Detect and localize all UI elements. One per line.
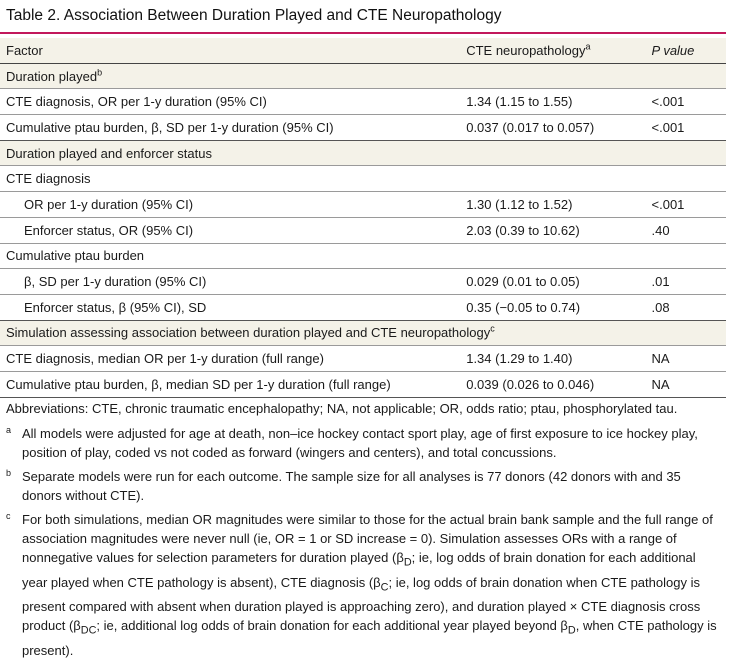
row-p [646, 140, 726, 166]
header-factor: Factor [0, 38, 460, 63]
row-p [646, 166, 726, 192]
footnote-c-mark: c [6, 511, 11, 521]
footnote-c-sub: C [380, 581, 389, 594]
table-row [0, 115, 726, 141]
row-cte: 0.35 (−0.05 to 0.74) [460, 294, 645, 320]
footnote-c-part: ; ie, additional log odds of brain donation for each additional year played beyond β [96, 618, 568, 634]
footnote-c-part: ; ie, log odds of brain donation when CTE pathology is present compared with absent when duration played is approaching zero), and duration played × CTE diagnosis cross product (β [22, 574, 701, 634]
row-factor: Cumulative ptau burden, β, median SD per 1-y duration (full range) [0, 371, 460, 397]
row-factor: Cumulative ptau burden [0, 243, 460, 269]
row-factor: Cumulative ptau burden, β, SD per 1-y duration (95% CI) [0, 115, 460, 141]
header-cte-label: CTE neuropathology [466, 42, 586, 58]
footnote-b [6, 467, 724, 505]
table-row [0, 192, 726, 218]
row-factor: OR per 1-y duration (95% CI) [0, 192, 460, 218]
footnote-c-sub: D [567, 624, 576, 637]
table-row [0, 217, 726, 243]
table-title: Table 2. Association Between Duration Played and CTE Neuropathology [6, 7, 502, 24]
row-factor: CTE diagnosis [0, 166, 460, 192]
row-p: <.001 [646, 192, 726, 218]
row-factor: Enforcer status, β (95% CI), SD [0, 294, 460, 320]
row-p: <.001 [646, 89, 726, 115]
row-p: .01 [646, 269, 726, 295]
table-row [0, 140, 726, 166]
row-cte [460, 243, 645, 269]
footnote-c-sub: D [403, 556, 412, 569]
row-p [646, 243, 726, 269]
table-row [0, 371, 726, 397]
footnote-b-mark: b [6, 468, 12, 478]
row-cte: 0.029 (0.01 to 0.05) [460, 269, 645, 295]
row-p: <.001 [646, 115, 726, 141]
table-row [0, 166, 726, 192]
footnote-a-text: All models were adjusted for age at death, non–ice hockey contact sport play, age of first exposure to ice hockey play, position of play, coded vs not coded as forward (wingers and centers), and total concussions. [22, 426, 698, 460]
row-cte: 1.34 (1.29 to 1.40) [460, 346, 645, 372]
footnote-c-part: For both simulations, median OR magnitudes were similar to those for the actual brain bank sample and the full range of association magnitudes were never null (ie, OR = 1 or SD increase = 0). Simulation assesses ORs with a range of nonnegative values for selection parameters for duration played (β [22, 512, 713, 565]
table-row [0, 320, 726, 346]
row-factor: β, SD per 1-y duration (95% CI) [0, 269, 460, 295]
header-p-label: P value [651, 42, 695, 58]
footnote-a-mark: a [6, 425, 12, 435]
table-row [0, 63, 726, 89]
row-factor-text: Duration played [6, 68, 98, 84]
row-factor-sup: c [490, 324, 495, 335]
footnote-c [6, 510, 724, 660]
row-factor: CTE diagnosis, median OR per 1-y duration (full range) [0, 346, 460, 372]
table-row [0, 294, 726, 320]
row-p: NA [646, 371, 726, 397]
footnote-a [6, 424, 724, 462]
footnote-c-text [22, 512, 717, 658]
row-factor: Enforcer status, OR (95% CI) [0, 217, 460, 243]
table-notes [6, 399, 724, 665]
table-row [0, 243, 726, 269]
table-header-row [0, 38, 726, 63]
header-cte-sup: a [585, 41, 591, 52]
row-p: .40 [646, 217, 726, 243]
title-rule [0, 32, 726, 34]
footnote-c-part: , when CTE pathology is present). [22, 618, 717, 658]
row-factor-text: Simulation assessing association between duration played and CTE neuropathology [6, 325, 491, 341]
row-p: NA [646, 346, 726, 372]
row-cte [460, 140, 645, 166]
row-p: .08 [646, 294, 726, 320]
table-row [0, 346, 726, 372]
row-factor-sup: b [97, 67, 103, 78]
table-row [0, 89, 726, 115]
row-factor: Duration played and enforcer status [0, 140, 460, 166]
row-cte: 2.03 (0.39 to 10.62) [460, 217, 645, 243]
footnote-b-text: Separate models were run for each outcome. The sample size for all analyses is 77 donors (42 donors with and 35 donors without CTE). [22, 469, 681, 503]
row-cte [460, 63, 645, 89]
header-p [646, 38, 726, 63]
row-factor: CTE diagnosis, OR per 1-y duration (95% CI) [0, 89, 460, 115]
header-cte [460, 38, 645, 63]
table-row [0, 269, 726, 295]
abbreviations: Abbreviations: CTE, chronic traumatic encephalopathy; NA, not applicable; OR, odds ratio; ptau, phosphorylated tau. [6, 401, 678, 416]
results-table [0, 38, 726, 398]
row-factor [0, 320, 726, 346]
row-cte: 1.34 (1.15 to 1.55) [460, 89, 645, 115]
footnote-c-part: ; ie, log odds of brain donation for each additional year played when CTE pathology is absent), CTE diagnosis (β [22, 550, 696, 590]
row-factor [0, 63, 460, 89]
row-p [646, 63, 726, 89]
row-cte [460, 166, 645, 192]
row-cte: 0.039 (0.026 to 0.046) [460, 371, 645, 397]
row-cte: 0.037 (0.017 to 0.057) [460, 115, 645, 141]
row-cte: 1.30 (1.12 to 1.52) [460, 192, 645, 218]
footnote-c-sub: DC [80, 624, 97, 637]
